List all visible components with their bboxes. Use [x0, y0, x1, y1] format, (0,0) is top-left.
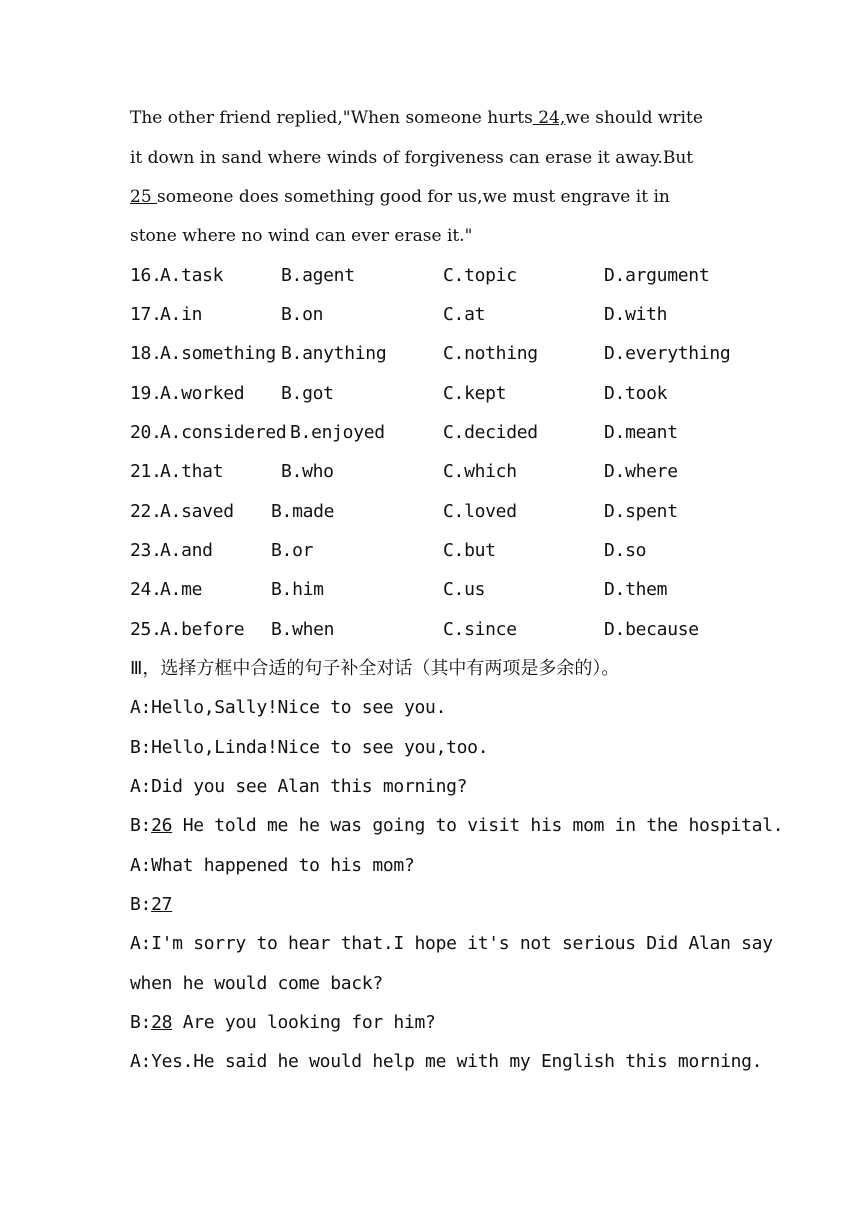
option-c: C.loved — [443, 501, 517, 522]
option-d: D.everything — [604, 343, 731, 364]
option-d: D.took — [604, 383, 668, 404]
option-a: A.that — [160, 461, 224, 482]
question-number: 18. — [130, 343, 162, 364]
option-a: A.considered — [160, 422, 287, 443]
question-number: 21. — [130, 461, 162, 482]
dialogue-text: Are you looking for him? — [172, 1012, 436, 1033]
option-b: B.on — [281, 304, 324, 325]
passage-line-1 — [130, 106, 730, 130]
passage-line-4: stone where no wind can ever erase it." — [130, 226, 473, 246]
option-c: C.nothing — [443, 343, 538, 364]
option-d: D.argument — [604, 265, 710, 286]
option-c: C.topic — [443, 265, 517, 286]
section-heading: Ⅲ，选择方框中合适的句子补全对话（其中有两项是多余的）。 — [130, 658, 620, 679]
dialogue-line: when he would come back? — [130, 973, 383, 994]
option-a: A.task — [160, 265, 224, 286]
question-number: 16. — [130, 265, 162, 286]
option-b: B.who — [281, 461, 334, 482]
question-number: 17. — [130, 304, 162, 325]
option-a: A.in — [160, 304, 203, 325]
option-b: B.anything — [281, 343, 387, 364]
blank-24: 24, — [532, 108, 566, 128]
blank-25: 25 — [130, 187, 158, 207]
passage-text: The other friend replied,"When someone hurts — [130, 108, 533, 128]
passage-text: someone does something good for us,we must engrave it in — [157, 187, 670, 207]
option-b: B.enjoyed — [290, 422, 385, 443]
option-d: D.where — [604, 461, 678, 482]
option-d: D.because — [604, 619, 699, 640]
question-number: 24. — [130, 579, 162, 600]
dialogue-line: A:Did you see Alan this morning? — [130, 776, 468, 797]
option-a: A.and — [160, 540, 213, 561]
dialogue-line: A:I'm sorry to hear that.I hope it's not serious Did Alan say — [130, 933, 773, 954]
option-c: C.since — [443, 619, 517, 640]
option-a: A.worked — [160, 383, 245, 404]
question-number: 23. — [130, 540, 162, 561]
question-number: 22. — [130, 501, 162, 522]
question-number: 25. — [130, 619, 162, 640]
option-d: D.spent — [604, 501, 678, 522]
option-a: A.something — [160, 343, 276, 364]
dialogue-line: A:What happened to his mom? — [130, 855, 415, 876]
dialogue-line: B:Hello,Linda!Nice to see you,too. — [130, 737, 489, 758]
option-b: B.him — [271, 579, 324, 600]
option-c: C.us — [443, 579, 486, 600]
option-b: B.made — [271, 501, 335, 522]
dialogue-line — [130, 1011, 730, 1035]
option-d: D.with — [604, 304, 668, 325]
dialogue-line: A:Yes.He said he would help me with my English this morning. — [130, 1051, 763, 1072]
passage-line-2: it down in sand where winds of forgiveness can erase it away.But — [130, 148, 694, 168]
option-c: C.but — [443, 540, 496, 561]
dialogue-line — [130, 814, 784, 838]
option-a: A.me — [160, 579, 203, 600]
option-d: D.them — [604, 579, 668, 600]
question-number: 20. — [130, 422, 162, 443]
blank-27: 27 — [151, 894, 173, 915]
passage-line-3 — [130, 185, 730, 209]
option-b: B.agent — [281, 265, 355, 286]
dialogue-text: He told me he was going to visit his mom in the hospital. — [172, 815, 784, 836]
dialogue-line: A:Hello,Sally!Nice to see you. — [130, 697, 447, 718]
option-d: D.so — [604, 540, 647, 561]
option-a: A.saved — [160, 501, 234, 522]
option-a: A.before — [160, 619, 245, 640]
option-d: D.meant — [604, 422, 678, 443]
speaker-label: B: — [130, 815, 152, 836]
option-c: C.at — [443, 304, 486, 325]
option-c: C.which — [443, 461, 517, 482]
option-b: B.got — [281, 383, 334, 404]
passage-text: we should write — [565, 108, 703, 128]
speaker-label: B: — [130, 894, 152, 915]
blank-28: 28 — [151, 1012, 173, 1033]
speaker-label: B: — [130, 1012, 152, 1033]
option-c: C.decided — [443, 422, 538, 443]
question-number: 19. — [130, 383, 162, 404]
option-c: C.kept — [443, 383, 507, 404]
dialogue-line — [130, 893, 730, 917]
option-b: B.when — [271, 619, 335, 640]
blank-26: 26 — [151, 815, 173, 836]
option-b: B.or — [271, 540, 314, 561]
